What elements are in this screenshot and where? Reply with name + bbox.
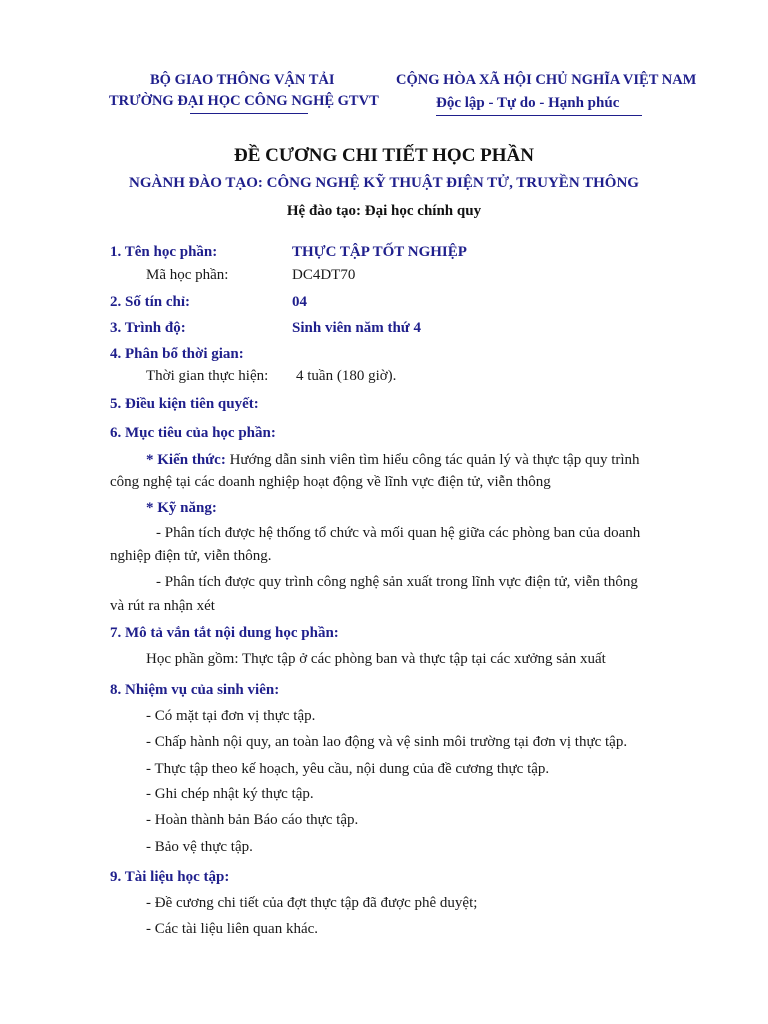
duration-value: 4 tuần (180 giờ).: [296, 368, 397, 384]
section-8-label: 8. Nhiệm vụ của sinh viên:: [110, 682, 280, 698]
section-7-label: 7. Mô tả vắn tắt nội dung học phần:: [110, 625, 339, 641]
country-name: CỘNG HÒA XÃ HỘI CHỦ NGHĨA VIỆT NAM: [396, 72, 697, 88]
course-name: THỰC TẬP TỐT NGHIỆP: [292, 244, 467, 260]
section-1-label: 1. Tên học phần:: [110, 244, 218, 260]
training-system: Hệ đào tạo: Đại học chính quy: [286, 203, 482, 219]
knowledge-label: * Kiến thức:: [146, 452, 226, 468]
knowledge-text: Hướng dẫn sinh viên tìm hiểu công tác quản lý và thực tập quy trình: [229, 452, 640, 468]
section-2-label: 2. Số tín chỉ:: [110, 294, 191, 310]
material-item: - Các tài liệu liên quan khác.: [146, 921, 319, 937]
university-underline: [190, 113, 308, 114]
duty-item: - Bảo vệ thực tập.: [146, 839, 253, 855]
section-3-label: 3. Trình độ:: [110, 320, 186, 336]
duration-label: Thời gian thực hiện:: [146, 368, 269, 384]
page-title: ĐỀ CƯƠNG CHI TIẾT HỌC PHẦN: [234, 145, 534, 166]
duty-item: - Có mặt tại đơn vị thực tập.: [146, 708, 316, 724]
section-5-label: 5. Điều kiện tiên quyết:: [110, 396, 259, 412]
section-6-label: 6. Mục tiêu của học phần:: [110, 425, 276, 441]
section-4-label: 4. Phân bổ thời gian:: [110, 346, 244, 362]
duty-item: - Hoàn thành bản Báo cáo thực tập.: [146, 812, 359, 828]
ministry-name: BỘ GIAO THÔNG VẬN TẢI: [150, 72, 335, 88]
duty-item: - Ghi chép nhật ký thực tập.: [146, 786, 314, 802]
credits-value: 04: [292, 294, 307, 310]
material-item: - Đề cương chi tiết của đợt thực tập đã được phê duyệt;: [146, 895, 478, 911]
skill-2-line-2: và rút ra nhận xét: [110, 598, 215, 614]
skill-1-line-2: nghiệp điện tử, viễn thông.: [110, 548, 272, 564]
page-subtitle: NGÀNH ĐÀO TẠO: CÔNG NGHỆ KỸ THUẬT ĐIỆN TỬ, TRUYỀN THÔNG: [129, 175, 639, 191]
knowledge-line-2: công nghệ tại các doanh nghiệp hoạt động về lĩnh vực điện tử, viễn thông: [110, 474, 551, 490]
knowledge-line-1: [146, 452, 640, 469]
skill-1-line-1: - Phân tích được hệ thống tổ chức và mối quan hệ giữa các phòng ban của doanh: [156, 525, 641, 541]
duty-item: - Chấp hành nội quy, an toàn lao động và vệ sinh môi trường tại đơn vị thực tập.: [146, 734, 628, 750]
skill-label: * Kỹ năng:: [146, 500, 217, 516]
skill-2-line-1: - Phân tích được quy trình công nghệ sản xuất trong lĩnh vực điện tử, viễn thông: [156, 574, 638, 590]
course-code: DC4DT70: [292, 267, 356, 283]
duty-item: - Thực tập theo kế hoạch, yêu cầu, nội dung của đề cương thực tập.: [146, 761, 550, 777]
course-code-label: Mã học phần:: [146, 267, 229, 283]
section-9-label: 9. Tài liệu học tập:: [110, 869, 230, 885]
national-motto: Độc lập - Tự do - Hạnh phúc: [436, 95, 620, 111]
motto-underline: [436, 115, 642, 116]
content-description: Học phần gồm: Thực tập ở các phòng ban và thực tập tại các xưởng sản xuất: [146, 651, 606, 667]
university-name: TRƯỜNG ĐẠI HỌC CÔNG NGHỆ GTVT: [109, 93, 379, 109]
level-value: Sinh viên năm thứ 4: [292, 320, 422, 336]
